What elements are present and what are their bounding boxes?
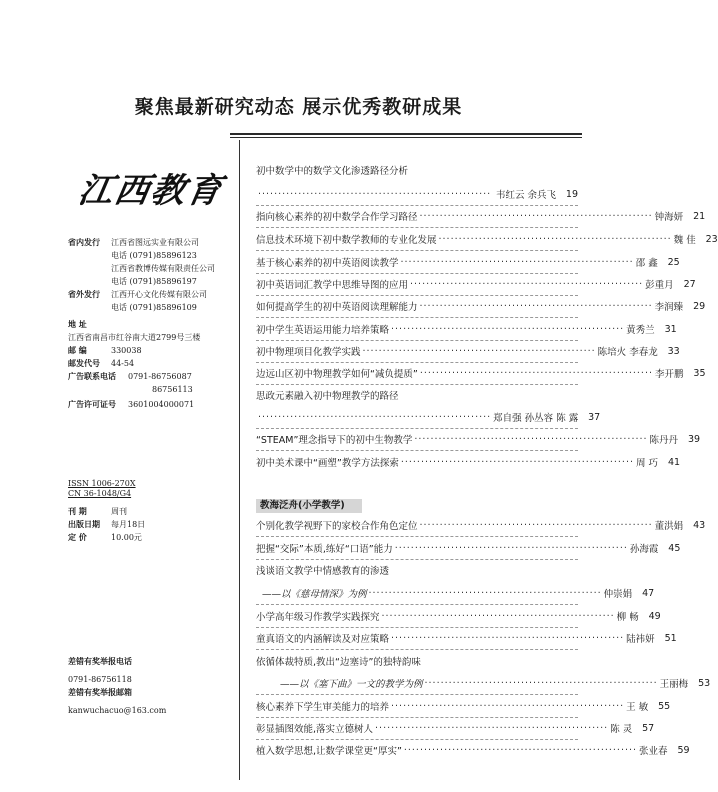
- toc-author: 韦红云 余兵飞: [495, 190, 556, 201]
- leader-dots: ··························································: [414, 433, 648, 445]
- prize-phone: 0791-86756118: [68, 675, 132, 684]
- divider: [256, 205, 578, 206]
- toc-entry[interactable]: [256, 343, 680, 359]
- toc-author: 彭重月: [645, 280, 674, 291]
- toc-author: 李开鹏: [655, 369, 684, 380]
- toc-title: 初中物理项目化教学实践: [256, 347, 361, 358]
- divider: [256, 739, 578, 740]
- phone-3: 电话 (0791)85896109: [111, 303, 197, 312]
- mailcode-row: [68, 357, 238, 370]
- toc-author: 陈 灵: [610, 724, 633, 735]
- ad-license-value: 3601004000071: [128, 400, 195, 409]
- price-row: [68, 531, 145, 544]
- divider: [256, 536, 578, 537]
- leader-dots: ··························································: [362, 345, 596, 357]
- top-rule-thin: [230, 137, 582, 138]
- toc-author: 孙海霞: [629, 544, 659, 555]
- toc-page: 41: [667, 456, 681, 468]
- postcode-row: [68, 344, 238, 357]
- leader-dots: ··························································: [391, 632, 625, 644]
- toc-entry[interactable]: [256, 585, 655, 601]
- price-value: 10.00元: [111, 533, 142, 542]
- toc-entry[interactable]: [256, 608, 661, 624]
- toc-page: 23: [705, 233, 718, 245]
- divider: [256, 317, 578, 318]
- toc-entry[interactable]: [256, 321, 677, 337]
- ad-license-label: 广告许可证号: [68, 400, 116, 409]
- leader-dots: ··························································: [419, 367, 653, 379]
- leader-dots: ··························································: [410, 278, 644, 290]
- toc-author: 陈丹丹: [649, 435, 679, 446]
- toc-entry[interactable]: [256, 186, 578, 202]
- toc-page: 59: [677, 744, 690, 756]
- leader-dots: ··························································: [258, 188, 492, 200]
- address-value: 江西省南昌市红谷南大道2799号三楼: [68, 333, 201, 342]
- toc-entry[interactable]: [256, 517, 706, 533]
- publisher-row: [68, 236, 238, 249]
- leader-dots: ··························································: [368, 587, 602, 599]
- toc-entry-title[interactable]: [256, 387, 578, 403]
- toc-title: 个别化教学视野下的家校合作角色定位: [256, 521, 418, 532]
- publication-info: [68, 236, 238, 411]
- toc-entry[interactable]: [256, 675, 711, 691]
- toc-entry-title[interactable]: [256, 562, 578, 578]
- divider: [256, 649, 578, 650]
- divider: [256, 250, 578, 251]
- divider: [256, 428, 578, 429]
- phone-2: 电话 (0791)85896197: [111, 277, 197, 286]
- toc-entry[interactable]: [256, 431, 701, 447]
- error-report-info: [68, 655, 166, 717]
- outside-row: [68, 288, 238, 301]
- toc-page: 33: [667, 345, 680, 357]
- divider: [256, 227, 578, 228]
- toc-title: 初中美术课中“画塑”教学方法探索: [256, 458, 399, 469]
- toc-author: 李润臻: [654, 302, 684, 313]
- toc-title: 指向核心素养的初中数学合作学习路径: [256, 212, 418, 223]
- toc-page: 25: [667, 256, 680, 268]
- toc-title: “STEAM”理念指导下的初中生物教学: [256, 435, 413, 446]
- cn-number: CN 36-1048/G4: [68, 489, 132, 498]
- journal-logo: 江西教育: [75, 171, 227, 211]
- toc-page: 39: [687, 433, 701, 445]
- toc-author: 王 敏: [626, 702, 649, 713]
- address-label: 地 址: [68, 320, 87, 329]
- leader-dots: ··························································: [403, 744, 638, 756]
- ad-phone-2: 86756113: [152, 385, 193, 394]
- toc-entry[interactable]: [256, 409, 601, 425]
- section-header: 教海泛舟(小学教学): [256, 499, 362, 513]
- publisher-label: 省内发行: [68, 238, 100, 247]
- toc-entry-title-text: 初中数学中的数学文化渗透路径分析: [256, 166, 409, 177]
- toc-title: 思政元素融入初中物理教学的路径: [256, 391, 399, 402]
- divider: [256, 450, 578, 451]
- leader-dots: ··························································: [438, 233, 672, 245]
- toc-title: 初中学生英语运用能力培养策略: [256, 325, 390, 336]
- toc-title: 边远山区初中物理教学如何“减负提质”: [256, 369, 418, 380]
- toc-entry[interactable]: [256, 720, 655, 736]
- leader-dots: ··························································: [419, 210, 653, 222]
- toc-title: 基于核心素养的初中英语阅读教学: [256, 258, 399, 269]
- toc-author: 郑自强 孙丛容 陈 露: [493, 413, 579, 424]
- period-row: [68, 505, 145, 518]
- ad-phone-label: 广告联系电话: [68, 372, 116, 381]
- prize-phone-label: 差错有奖举报电话: [68, 657, 132, 666]
- period-value: 周刊: [111, 507, 127, 516]
- toc-title: 初中英语词汇教学中思维导图的应用: [256, 280, 409, 291]
- prize-mail: kanwuchacuo@163.com: [68, 706, 167, 715]
- toc-entry[interactable]: [256, 454, 681, 470]
- divider: [256, 559, 578, 560]
- ad-license-row: [68, 398, 238, 411]
- divider: [256, 362, 578, 363]
- divider: [256, 627, 578, 628]
- toc-subtitle: ——以《塞下曲》一文的教学为例: [280, 679, 423, 690]
- toc-title: 童真语文的内涵解读及对应策略: [256, 634, 390, 645]
- date-label: 出版日期: [68, 520, 100, 529]
- prize-mail-label: 差错有奖举报邮箱: [68, 688, 132, 697]
- toc-author: 张业春: [639, 746, 668, 757]
- mailcode-label: 邮发代号: [68, 359, 100, 368]
- toc-title: 依循体裁特质,教出“边塞诗”的独特韵味: [256, 657, 421, 668]
- toc-entry[interactable]: [256, 298, 706, 314]
- publisher-2: 江西省教博传媒有限责任公司: [111, 264, 215, 273]
- date-value: 每月18日: [111, 520, 146, 529]
- publisher-1: 江西省图远实业有限公司: [111, 238, 199, 247]
- divider: [256, 295, 578, 296]
- toc-entry[interactable]: [256, 365, 706, 381]
- leader-dots: ··························································: [394, 542, 628, 554]
- divider: [256, 604, 578, 605]
- toc-author: 邵 鑫: [635, 258, 658, 269]
- period-label: 刊 期: [68, 507, 87, 516]
- toc-page: 27: [683, 278, 696, 290]
- toc-subtitle: ——以《慈母情深》为例: [262, 589, 367, 600]
- toc-author: 柳 畅: [616, 612, 639, 623]
- toc-entry[interactable]: [256, 698, 671, 714]
- column-divider: [239, 140, 240, 780]
- toc-page: 45: [668, 542, 681, 554]
- toc-title: 把握“交际”本质,练好“口语”能力: [256, 544, 393, 555]
- toc-entry-title[interactable]: [256, 653, 578, 669]
- toc-entry[interactable]: [256, 276, 696, 292]
- toc-entry[interactable]: [256, 208, 706, 224]
- toc-author: 仲崇娟: [603, 589, 633, 600]
- leader-dots: ··························································: [400, 256, 634, 268]
- toc-page: 53: [698, 677, 711, 689]
- postcode-value: 330038: [111, 346, 142, 355]
- mailcode-value: 44-54: [111, 359, 135, 368]
- leader-dots: ··························································: [391, 323, 625, 335]
- toc-title: 浅谈语文教学中情感教育的渗透: [256, 566, 390, 577]
- toc-title: 彰显插图效能,落实立德树人: [256, 724, 374, 735]
- issn-block: [68, 479, 136, 499]
- divider: [256, 340, 578, 341]
- toc-author: 黄秀兰: [626, 325, 655, 336]
- divider: [256, 384, 578, 385]
- toc-entry[interactable]: [256, 742, 690, 758]
- toc-author: 魏 佳: [673, 235, 696, 246]
- date-row: [68, 518, 145, 531]
- toc-entry-title[interactable]: [256, 162, 578, 178]
- divider: [256, 717, 578, 718]
- page-banner: 聚焦最新研究动态 展示优秀教研成果: [134, 96, 463, 118]
- toc-title: 植入数学思想,让数学课堂更“厚实”: [256, 746, 402, 757]
- leader-dots: ··························································: [375, 722, 609, 734]
- toc-entry[interactable]: [256, 540, 681, 556]
- divider: [256, 273, 578, 274]
- toc-page: 49: [648, 610, 661, 622]
- toc-page: 19: [565, 188, 578, 200]
- toc-page: 37: [588, 411, 601, 423]
- toc-page: 31: [664, 323, 677, 335]
- toc-page: 21: [693, 210, 706, 222]
- divider: [256, 694, 578, 695]
- postcode-label: 邮 编: [68, 346, 87, 355]
- toc-title: 核心素养下学生审美能力的培养: [256, 702, 390, 713]
- toc-page: 47: [642, 587, 655, 599]
- toc-author: 董洪娟: [654, 521, 684, 532]
- leader-dots: ··························································: [419, 300, 653, 312]
- leader-dots: ··························································: [424, 677, 658, 689]
- top-rule: [230, 133, 582, 135]
- outside-publisher: 江西开心文化传媒有限公司: [111, 290, 207, 299]
- toc-author: 周 巧: [636, 458, 659, 469]
- issue-info: [68, 505, 145, 544]
- toc-entry[interactable]: [256, 254, 680, 270]
- leader-dots: ··························································: [419, 519, 653, 531]
- toc-author: 钟海妍: [654, 212, 684, 223]
- leader-dots: ··························································: [400, 456, 634, 468]
- toc-page: 43: [693, 519, 706, 531]
- outside-label: 省外发行: [68, 290, 100, 299]
- phone-1: 电话 (0791)85896123: [111, 251, 197, 260]
- price-label: 定 价: [68, 533, 87, 542]
- issn: ISSN 1006-270X: [68, 479, 136, 488]
- toc-title: 小学高年级习作教学实践探究: [256, 612, 380, 623]
- toc-entry[interactable]: [256, 630, 677, 646]
- toc-author: 王丽梅: [659, 679, 689, 690]
- toc-entry[interactable]: [256, 231, 718, 247]
- ad-phone-row: [68, 370, 238, 383]
- ad-phone-1: 0791-86756087: [128, 372, 192, 381]
- toc-author: 陈培火 李春龙: [597, 347, 658, 358]
- toc-page: 55: [658, 700, 671, 712]
- toc-page: 35: [693, 367, 706, 379]
- toc-page: 57: [642, 722, 655, 734]
- leader-dots: ··························································: [391, 700, 625, 712]
- toc-page: 29: [693, 300, 706, 312]
- toc-title: 如何提高学生的初中英语阅读理解能力: [256, 302, 418, 313]
- leader-dots: ··························································: [258, 411, 492, 423]
- toc-page: 51: [664, 632, 677, 644]
- toc-title: 信息技术环境下初中数学教师的专业化发展: [256, 235, 437, 246]
- toc-author: 陆祎妍: [626, 634, 655, 645]
- leader-dots: ··························································: [381, 610, 615, 622]
